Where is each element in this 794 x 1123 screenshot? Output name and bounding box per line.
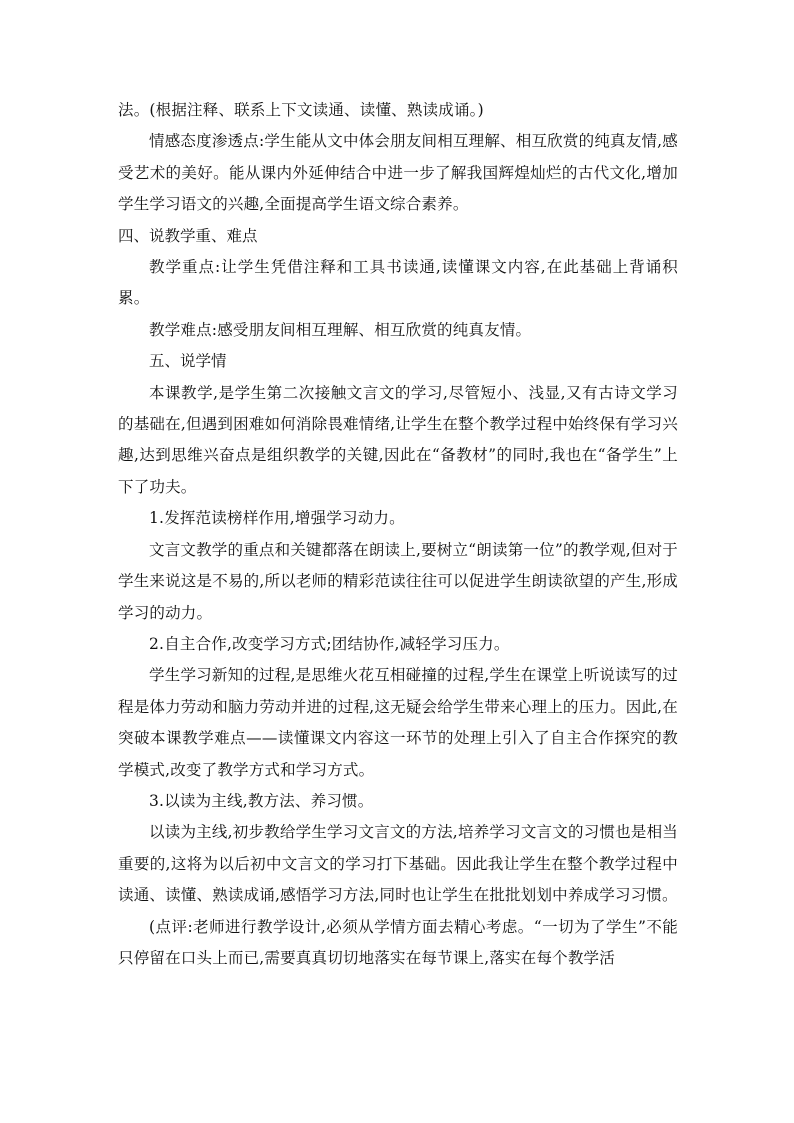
paragraph-method-continued: 法。(根据注释、联系上下文读通、读懂、熟读成诵。) [118, 101, 484, 119]
paragraph-emotion-goal: 情感态度渗透点:学生能从文中体会朋友间相互理解、相互欣赏的纯真友情,感受艺术的美好。能从课内外延伸结合中进一步了解我国辉煌灿烂的古代文化,增加学生学习语文的兴趣,全面提高学生语文综合素养。 [118, 132, 678, 214]
paragraph-model-reading: 文言文教学的重点和关键都落在朗读上,要树立“朗读第一位”的教学观,但对于学生来说这是不易的,所以老师的精彩范读往往可以促进学生朗读欲望的产生,形成学习的动力。 [118, 540, 678, 622]
paragraph-commentary: (点评:老师进行教学设计,必须从学情方面去精心考虑。“一切为了学生”不能只停留在口头上而已,需要真真切切地落实在每节课上,落实在每个教学活 [118, 917, 678, 967]
paragraph-learner-analysis: 本课教学,是学生第二次接触文言文的学习,尽管短小、浅显,又有古诗文学习的基础在,但遇到困难如何消除畏难情绪,让学生在整个教学过程中始终保有学习兴趣,达到思维兴奋点是组织教学的关键,因此在“备教材”的同时,我也在“备学生”上下了功夫。 [118, 383, 678, 496]
subheading-model-reading: 1.发挥范读榜样作用,增强学习动力。 [149, 509, 405, 528]
section-heading-learner-analysis: 五、说学情 [149, 352, 227, 371]
subheading-reading-mainline: 3.以读为主线,教方法、养习惯。 [149, 791, 374, 810]
subheading-cooperation: 2.自主合作,改变学习方式;团结协作,减轻学习压力。 [149, 634, 510, 653]
section-heading-key-points: 四、说教学重、难点 [118, 226, 258, 245]
document-body [118, 95, 678, 974]
paragraph-teaching-difficulty: 教学难点:感受朋友间相互理解、相互欣赏的纯真友情。 [149, 320, 532, 339]
paragraph-reading-mainline: 以读为主线,初步教给学生学习文言文的方法,培养学习文言文的习惯也是相当重要的,这将为以后初中文言文的学习打下基础。因此我让学生在整个教学过程中读通、读懂、熟读成诵,感悟学习方法,同时也让学生在批批划划中养成学习习惯。 [118, 823, 678, 905]
paragraph-cooperation: 学生学习新知的过程,是思维火花互相碰撞的过程,学生在课堂上听说读写的过程是体力劳动和脑力劳动并进的过程,这无疑会给学生带来心理上的压力。因此,在突破本课教学难点——读懂课文内容这一环节的处理上引入了自主合作探究的教学模式,改变了教学方式和学习方式。 [118, 666, 678, 779]
paragraph-teaching-focus: 教学重点:让学生凭借注释和工具书读通,读懂课文内容,在此基础上背诵积累。 [118, 258, 678, 308]
